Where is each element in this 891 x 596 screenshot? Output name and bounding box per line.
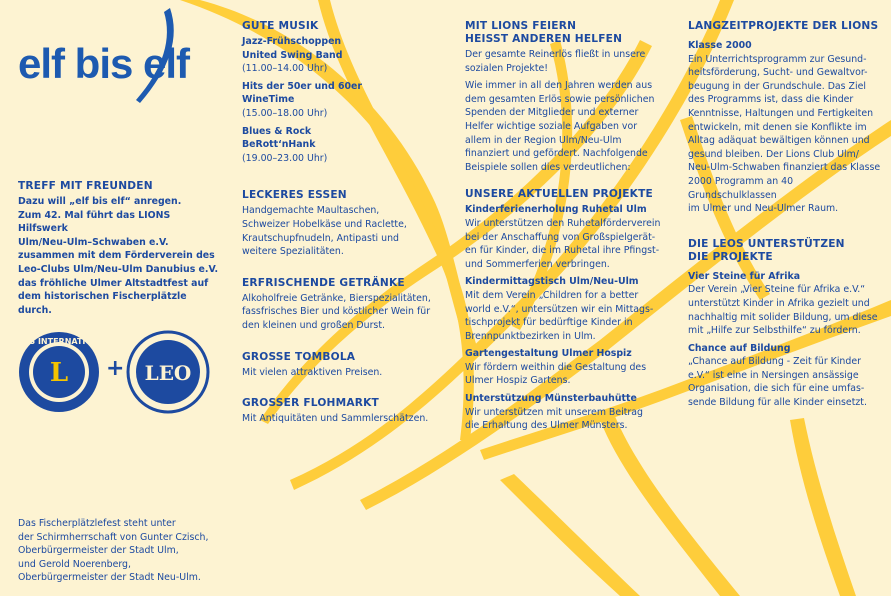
body-text: Helfer wichtige soziale Aufgaben vor	[465, 120, 638, 132]
svg-text:L: L	[49, 358, 69, 388]
project-line: Mit dem Verein „Children for a better	[465, 289, 639, 301]
music-line: WineTime	[242, 94, 295, 106]
project-line: world e.V.“, untersützen wir ein Mittags-	[465, 303, 654, 315]
project-line: Wir unterstützen mit unserem Beitrag	[465, 406, 643, 418]
intro-line: Zum 42. Mal führt das LIONS Hilfswerk	[18, 209, 171, 235]
music-block	[242, 35, 442, 165]
klasse-line: Alltag adäquat bewältigen können und	[688, 135, 870, 147]
food-line: weitere Spezialitäten.	[242, 246, 344, 258]
leos-project-line: Der Verein „Vier Steine für Afrika e.V.“	[688, 284, 866, 296]
body-text: Spenden der Mitglieder und externer	[465, 107, 639, 119]
music-line: Hits der 50er und 60er	[242, 80, 362, 92]
music-line: United Swing Band	[242, 49, 343, 61]
plus-sign: +	[106, 356, 125, 381]
tombola-line: Mit vielen attraktiven Preisen.	[242, 366, 383, 378]
leos-project-line: „Chance auf Bildung - Zeit für Kinder	[688, 356, 861, 368]
project-line: tischprojekt für bedürftige Kinder in	[465, 317, 633, 329]
klasse-line: Ein Unterrichtsprogramm zur Gesund-	[688, 53, 867, 65]
klasse-line: gesund bleiben. Der Lions Club Ulm/	[688, 148, 859, 160]
project-line: und Sommerferien verbringen.	[465, 258, 610, 270]
lions-international-logo	[7, 330, 111, 414]
intro-line: Leo-Clubs Ulm/Neu-Ulm Danubius e.V.	[18, 263, 219, 275]
project-line: en für Kinder, die im Ruhetal ihre Pfingst-	[465, 245, 660, 257]
food-heading: LECKERES ESSEN	[242, 189, 347, 202]
leos-heading-2: DIE PROJEKTE	[688, 250, 773, 263]
drinks-line: fassfrisches Bier und köstlicher Wein für	[242, 306, 431, 318]
intro-line: Ulm/Neu-Ulm–Schwaben e.V.	[18, 236, 169, 248]
project-line: die Erhaltung des Ulmer Münsters.	[465, 420, 628, 432]
body-text: Wie immer in all den Jahren werden aus	[465, 80, 653, 92]
drinks-heading: ERFRISCHENDE GETRÄNKE	[242, 276, 405, 289]
intro-heading: TREFF MIT FREUNDEN	[18, 180, 153, 192]
music-heading: GUTE MUSIK	[242, 20, 319, 32]
leos-project-line: sende Bildung für alle Kinder einsetzt.	[688, 397, 867, 409]
lions-heading-2: HEISST ANDEREN HELFEN	[465, 33, 623, 45]
patron-line: der Schirmherrschaft von Gunter Czisch,	[18, 531, 209, 543]
klasse-line: im Ulmer und Neu-Ulmer Raum.	[688, 203, 839, 215]
patron-line: Oberbürgermeister der Stadt Neu-Ulm.	[18, 572, 201, 584]
tombola-heading: GROSSE TOMBOLA	[242, 350, 356, 363]
leo-logo-text: LEO	[144, 361, 192, 385]
projects-heading: UNSERE AKTUELLEN PROJEKTE	[465, 188, 653, 201]
intro-line: dem historischen Fischerplätzle durch.	[18, 291, 187, 316]
lions-heading-1: MIT LIONS FEIERN	[465, 20, 577, 32]
leo-club-logo	[126, 330, 210, 414]
music-time: (19.00–23.00 Uhr)	[242, 152, 328, 164]
flea-market-heading: GROSSER FLOHMARKT	[242, 397, 379, 410]
patron-line: Oberbürgermeister der Stadt Ulm,	[18, 545, 179, 557]
project-line: bei der Anschaffung von Großspielgerät-	[465, 231, 656, 243]
body-text: allem in der Region Ulm/Neu-Ulm	[465, 134, 622, 146]
intro-line: zusammen mit dem Förderverein des	[18, 250, 215, 262]
project-title: Unterstützung Münsterbauhütte	[465, 393, 637, 405]
music-time: (11.00–14.00 Uhr)	[242, 63, 328, 75]
body-text: finanziert und gefördert. Nachfolgende	[465, 148, 648, 160]
music-line: BeRott‘nHank	[242, 139, 316, 151]
music-line: Blues & Rock	[242, 125, 312, 137]
project-line: Wir fördern weithin die Gestaltung des	[465, 361, 647, 373]
project-title: Gartengestaltung Ulmer Hospiz	[465, 348, 632, 360]
leos-project-line: mit „Hilfe zur Selbsthilfe“ zu fördern.	[688, 325, 861, 337]
food-line: Handgemachte Maultaschen,	[242, 205, 380, 217]
column-program	[242, 20, 442, 426]
patron-line: und Gerold Noerenberg,	[18, 558, 131, 570]
project-line: Brennpunktbezirken in Ulm.	[465, 330, 596, 342]
food-line: Krautschupfnudeln, Antipasti und	[242, 232, 399, 244]
intro-line: Dazu will „elf bis elf“ anregen.	[18, 196, 182, 207]
project-line: Wir unterstützen den Ruhetalförderverein	[465, 217, 661, 229]
leos-project-line: nachhaltig mit solider Bildung, um diese	[688, 311, 878, 323]
patron-line: Das Fischerplätzlefest steht unter	[18, 518, 176, 529]
column-longterm	[688, 20, 883, 410]
elf-bis-elf-logo: elf bis elf	[18, 40, 190, 87]
body-text: dem gesamten Erlös sowie persönlichen	[465, 93, 655, 105]
column-intro	[18, 0, 223, 317]
intro-text: Der gesamte Reinerlös fließt in unsere	[465, 49, 646, 60]
leos-heading-1: DIE LEOS UNTERSTÜTZEN	[688, 237, 845, 250]
longterm-heading: LANGZEITPROJEKTE DER LIONS	[688, 20, 879, 32]
klasse-line: beugung in der Grundschule. Das Ziel	[688, 80, 866, 92]
drinks-line: den kleinen und großen Durst.	[242, 319, 385, 331]
klasse-title: Klasse 2000	[688, 40, 752, 51]
leos-project-line: Organisation, die sich für eine umfas-	[688, 383, 865, 395]
klasse-line: heitsförderung, Sucht- und Gewaltvor-	[688, 67, 868, 79]
project-title: Kinderferienerholung Ruhetal Ulm	[465, 204, 647, 216]
flea-market-line: Mit Antiquitäten und Sammlerschätzen.	[242, 413, 429, 425]
klasse-line: Kenntnisse, Haltungen und Fertigkeiten	[688, 107, 874, 119]
leos-project-title: Vier Steine für Afrika	[688, 270, 801, 282]
project-title: Kindermittagstisch Ulm/Neu-Ulm	[465, 276, 639, 288]
food-line: Schweizer Hobelkäse und Raclette,	[242, 218, 407, 230]
leos-project-line: e.V.“ ist eine in Nersingen ansässige	[688, 369, 859, 381]
project-line: Ulmer Hospiz Gartens.	[465, 375, 571, 387]
leos-project-line: unterstützt Kinder in Afrika gezielt und	[688, 297, 870, 309]
klasse-line: entwickeln, mit denen sie Konflikte im	[688, 121, 867, 133]
music-line: Jazz-Frühschoppen	[242, 36, 342, 47]
intro-line: das fröhliche Ulmer Altstadtfest auf	[18, 277, 209, 289]
klasse-line: Neu-Ulm-Schwaben finanziert das Klasse	[688, 162, 881, 174]
intro-text: sozialen Projekte!	[465, 62, 549, 74]
klasse-line: 2000 Programm an 40 Grundschulklassen	[688, 175, 794, 201]
drinks-line: Alkoholfreie Getränke, Bierspezialitäten,	[242, 292, 431, 304]
music-time: (15.00–18.00 Uhr)	[242, 107, 328, 119]
leos-project-title: Chance auf Bildung	[688, 342, 791, 354]
body-text: Beispiele sollen dies verdeutlichen:	[465, 161, 631, 173]
klasse-line: des Programms ist, dass die Kinder	[688, 94, 854, 106]
column-projects	[465, 20, 665, 433]
lions-logo-text: LIONS INTERNATIONAL	[7, 337, 111, 346]
patron-block	[18, 517, 223, 585]
